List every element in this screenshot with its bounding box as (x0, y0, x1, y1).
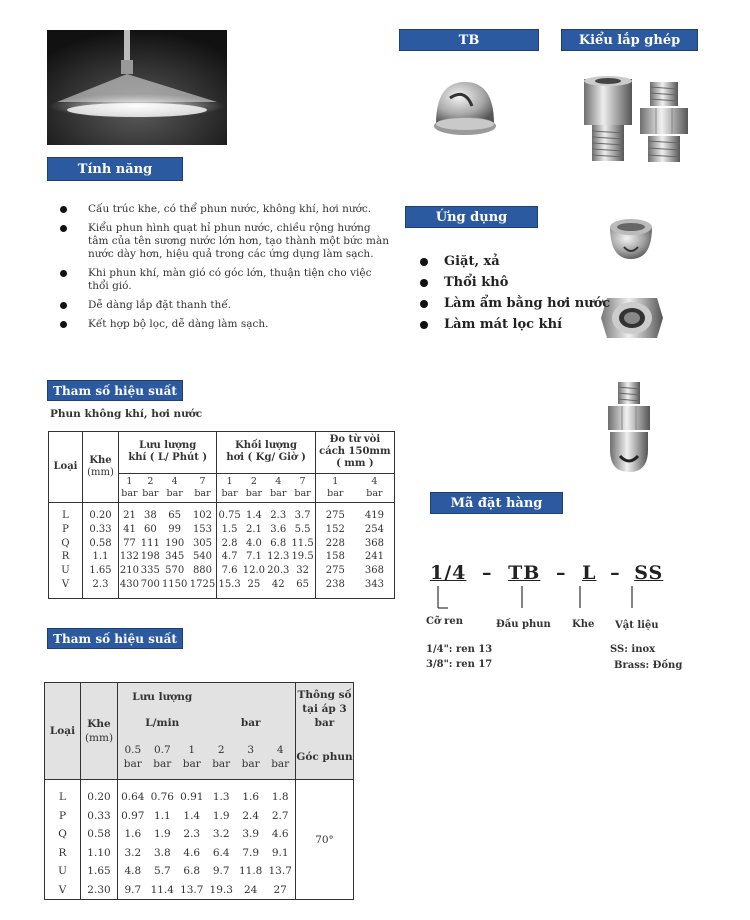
t1-cell-flow: 132 (119, 551, 139, 563)
t1-cell-flow: 540 (192, 551, 213, 563)
t2-cell-slot: 1.65 (81, 862, 118, 880)
tb-banner: TB (399, 29, 539, 51)
t1-cell-slot: 2.3 (83, 578, 119, 599)
t2-pressure-cell: 0.7 bar (148, 735, 177, 780)
application-item: Giặt, xả (420, 254, 610, 270)
t2-header-spec: Thông số tại áp 3 bar (296, 683, 354, 736)
t2-cell-type: U (58, 865, 67, 878)
t1-cell-dist: 241 (364, 551, 384, 563)
t1-pressure-cell: 4 bar (355, 473, 395, 502)
t2-cell-flow: 5.7 (153, 865, 171, 878)
t2-cell-type: L (59, 790, 66, 803)
order-code-dash: – (555, 562, 567, 584)
t1-cell-flow: 190 (165, 537, 185, 549)
table-row (49, 523, 395, 537)
t1-cell-slot: 0.33 (83, 523, 119, 537)
application-item: Thổi khô (420, 275, 610, 291)
t1-cell-flow: 99 (168, 524, 182, 536)
t2-cell-flow: 3.2 (212, 828, 230, 841)
label-slot: Khe (572, 619, 595, 630)
t1-cell-mass: 7.1 (245, 551, 262, 563)
female-adapter-image (578, 75, 638, 165)
t1-pressure-cell: 4 bar (161, 473, 189, 502)
t1-cell-mass: 3.7 (294, 510, 311, 522)
feature-item: Kiểu phun hình quạt hỉ phun nước, chiều rộng hướng tâm của tên sương nước lớn hơn, tạo thành một bức màn nước dày hơn, hiệu quả trong các ứng dụng làm sạch. (60, 222, 390, 261)
t1-cell-mass: 2.3 (270, 510, 287, 522)
t1-cell-dist: 152 (315, 523, 355, 537)
assembled-nozzle-image (600, 380, 658, 475)
t2-header-slot: Khe (mm) (81, 683, 118, 780)
t2-cell-flow: 2.4 (242, 809, 260, 822)
table-row (45, 780, 354, 807)
order-code-connectors (420, 582, 660, 612)
t1-cell-mass: 6.8 (270, 537, 287, 549)
label-nozzle-head: Đầu phun (496, 619, 551, 630)
t1-pressure-cell: 7 bar (290, 473, 315, 502)
t1-header-distance: Đo từ vòi cách 150mm ( mm ) (315, 432, 394, 474)
t1-cell-mass: 5.5 (294, 524, 311, 536)
t2-cell-type: V (58, 883, 67, 896)
t1-cell-mass: 0.75 (217, 503, 242, 524)
t1-cell-mass: 15.3 (217, 578, 242, 599)
feature-item: Kết hợp bộ lọc, dễ dàng làm sạch. (60, 318, 390, 331)
t1-cell-flow: 38 (143, 510, 157, 522)
t1-pressure-cell: 2 bar (242, 473, 266, 502)
t2-cell-slot: 0.33 (81, 807, 118, 825)
t1-cell-mass: 1.5 (217, 523, 242, 537)
table-row (49, 537, 395, 551)
t1-cell-flow: 65 (168, 510, 182, 522)
t1-header-mass: Khối lượng hơi ( Kg/ Giờ ) (217, 432, 315, 474)
application-item: Làm ẩm bằng hơi nước (420, 296, 610, 312)
t1-cell-mass: 7.6 (217, 564, 242, 578)
t2-cell-flow: 13.7 (268, 865, 292, 878)
t2-cell-flow: 1.6 (118, 825, 148, 843)
t1-cell-flow: 305 (192, 537, 213, 549)
t1-cell-mass: 3.6 (270, 524, 287, 536)
t2-cell-flow: 3.9 (242, 828, 260, 841)
t2-cell-slot: 0.20 (81, 780, 118, 807)
nozzle-cap-image (606, 213, 656, 263)
applications-banner: Ứng dụng (405, 206, 538, 228)
t2-pressure-cell: 0.5 bar (118, 735, 148, 780)
performance-banner-2: Tham số hiệu suất (47, 628, 183, 649)
t2-cell-flow: 1.9 (153, 828, 171, 841)
t2-cell-flow: 11.8 (238, 865, 263, 878)
t1-pressure-cell: 1 bar (217, 473, 242, 502)
t2-cell-flow: 4.8 (118, 862, 148, 880)
t2-cell-flow: 19.3 (209, 883, 233, 896)
t2-cell-flow: 11.4 (150, 883, 174, 896)
t1-cell-flow: 880 (192, 564, 213, 576)
t1-cell-type: L (62, 510, 69, 522)
t1-cell-flow: 430 (119, 578, 140, 599)
t2-cell-flow: 1.9 (212, 809, 230, 822)
t2-cell-flow: 1.1 (153, 809, 171, 822)
t1-cell-mass: 32 (296, 564, 309, 576)
performance-table-water (44, 682, 354, 900)
t1-cell-type: P (62, 524, 69, 536)
tb-nozzle-image (430, 76, 500, 141)
t1-cell-mass: 11.5 (291, 537, 314, 549)
t2-cell-flow: 9.7 (212, 865, 230, 878)
t1-cell-dist: 228 (315, 537, 355, 551)
t2-pressure-cell: 2 bar (206, 735, 235, 780)
t1-cell-mass: 65 (296, 578, 309, 590)
t1-cell-type: V (61, 578, 70, 590)
t1-cell-dist: 275 (315, 503, 355, 524)
t2-cell-type: P (58, 809, 67, 822)
t2-cell-flow: 1.8 (271, 790, 289, 803)
t2-cell-flow: 9.7 (118, 880, 148, 899)
t2-cell-flow: 0.64 (118, 780, 148, 807)
feature-item: Dễ dàng lắp đặt thanh thế. (60, 299, 390, 312)
t2-cell-flow: 2.3 (183, 828, 201, 841)
t1-cell-dist: 238 (315, 578, 355, 599)
t2-cell-flow: 4.6 (271, 828, 289, 841)
t1-pressure-cell: 2 bar (140, 473, 161, 502)
t1-cell-dist: 419 (364, 510, 384, 522)
table-row (49, 578, 395, 599)
t2-cell-flow: 0.76 (150, 790, 174, 803)
order-code-banner: Mã đặt hàng (430, 492, 563, 514)
t2-pressure-cell: 4 bar (265, 735, 295, 780)
t2-cell-flow: 3.8 (153, 846, 171, 859)
order-code-thread: 1/4 (430, 562, 467, 584)
t2-cell-flow: 13.7 (180, 883, 204, 896)
t1-cell-flow: 335 (140, 564, 160, 576)
t1-header-flow: Lưu lượng khí ( L/ Phút ) (119, 432, 217, 474)
performance-banner-1: Tham số hiệu suất (47, 380, 183, 401)
spray-photo (47, 30, 227, 145)
features-list (60, 203, 390, 337)
order-code-dash: – (482, 562, 493, 584)
t1-cell-dist: 158 (315, 551, 355, 565)
t1-cell-type: Q (61, 537, 70, 549)
t2-cell-type: R (58, 846, 67, 859)
feature-item: Khi phun khí, màn gió có góc lớn, thuận tiện cho việc thổi gió. (60, 267, 390, 293)
t1-cell-flow: 700 (140, 578, 160, 590)
order-code-dash: – (610, 562, 621, 584)
t1-cell-dist: 254 (364, 524, 384, 536)
t1-cell-dist: 275 (315, 564, 355, 578)
t2-header-type: Loại (45, 683, 81, 780)
t2-cell-flow: 3.2 (118, 844, 148, 862)
t1-pressure-cell: 1 bar (119, 473, 140, 502)
t1-pressure-cell: 7 bar (189, 473, 217, 502)
t1-cell-mass: 25 (247, 578, 261, 590)
order-code (430, 562, 663, 584)
t2-body (45, 780, 354, 900)
t1-pressure-cell: 1 bar (315, 473, 355, 502)
t2-header-angle: Góc phun (296, 735, 354, 780)
t1-cell-dist: 343 (364, 578, 384, 590)
t2-cell-slot: 2.30 (81, 880, 118, 899)
t2-cell-flow: 1.6 (242, 790, 260, 803)
t1-cell-mass: 1.4 (245, 510, 262, 522)
t2-header-bar: bar (206, 710, 295, 735)
t1-header-type: Loại (49, 432, 83, 503)
t1-header-slot: Khe (mm) (83, 432, 119, 503)
order-code-material: SS (634, 562, 664, 584)
t1-cell-flow: 210 (119, 564, 139, 576)
male-adapter-image (636, 78, 692, 164)
t2-cell-flow: 27 (273, 883, 287, 896)
t1-cell-type: U (61, 564, 70, 576)
t1-cell-mass: 4.7 (217, 551, 242, 565)
thread-option-1: 1/4": ren 13 (426, 644, 493, 655)
t2-header-flow-unit: L/min (118, 710, 207, 735)
t2-cell-flow: 24 (243, 883, 258, 896)
t1-cell-slot: 1.65 (83, 564, 119, 578)
order-code-head: TB (508, 562, 541, 584)
t1-cell-flow: 570 (165, 564, 185, 576)
t1-cell-flow: 77 (119, 537, 140, 551)
t1-cell-flow: 1725 (189, 578, 216, 590)
mounting-banner: Kiểu lắp ghép (561, 29, 698, 51)
table1-subtitle: Phun không khí, hơi nước (50, 408, 203, 420)
t2-pressure-cell: 3 bar (236, 735, 265, 780)
t1-cell-mass: 2.1 (245, 524, 262, 536)
t1-cell-flow: 153 (192, 524, 213, 536)
table-row (49, 564, 395, 578)
t1-cell-slot: 0.58 (83, 537, 119, 551)
t1-cell-slot: 1.1 (83, 551, 119, 565)
table-row (49, 503, 395, 524)
t2-header-flow: Lưu lượng (118, 683, 207, 711)
t1-body (49, 503, 395, 599)
t2-cell-flow: 1.4 (183, 809, 201, 822)
t2-pressure-cell: 1 bar (177, 735, 206, 780)
t2-cell-flow: 1.3 (212, 790, 230, 803)
label-material: Vật liệu (615, 620, 659, 631)
t2-cell-flow: 6.8 (183, 865, 201, 878)
t2-cell-slot: 0.58 (81, 825, 118, 843)
t2-cell-flow: 9.1 (271, 846, 289, 859)
t1-cell-dist: 368 (364, 537, 384, 549)
material-option-1: SS: inox (610, 644, 656, 655)
t1-cell-mass: 12.3 (267, 551, 290, 563)
t1-cell-slot: 0.20 (83, 503, 119, 524)
t1-cell-flow: 60 (143, 524, 157, 536)
label-thread-size: Cỡ ren (426, 616, 464, 627)
t2-cell-flow: 0.91 (180, 790, 204, 803)
t2-cell-type: Q (58, 828, 67, 841)
order-code-slot: L (582, 562, 597, 584)
table-row (49, 551, 395, 565)
t1-cell-mass: 20.3 (267, 564, 290, 576)
t1-cell-flow: 198 (140, 551, 160, 563)
t1-cell-type: R (61, 551, 70, 563)
t1-cell-flow: 111 (140, 537, 160, 549)
t2-cell-flow: 4.6 (183, 846, 201, 859)
t1-cell-flow: 41 (119, 523, 140, 537)
application-item: Làm mát lọc khí (420, 317, 610, 333)
t1-cell-mass: 4.0 (245, 537, 262, 549)
t1-cell-mass: 42 (271, 578, 285, 590)
feature-item: Cấu trúc khe, có thể phun nước, không khí, hơi nước. (60, 203, 390, 216)
applications-list (420, 254, 610, 338)
t1-cell-dist: 368 (364, 564, 384, 576)
t1-cell-flow: 102 (192, 510, 213, 522)
t2-cell-flow: 6.4 (212, 846, 230, 859)
thread-option-2: 3/8": ren 17 (426, 659, 493, 670)
t1-cell-mass: 19.5 (291, 551, 314, 563)
t2-cell-flow: 7.9 (242, 846, 260, 859)
performance-table-air-steam (48, 431, 395, 599)
t2-cell-spray-angle: 70° (296, 780, 354, 900)
t1-cell-mass: 12.0 (242, 564, 266, 576)
t2-cell-flow: 0.97 (118, 807, 148, 825)
material-option-2: Brass: Đồng (614, 660, 683, 671)
t1-cell-mass: 2.8 (217, 537, 242, 551)
t1-cell-flow: 1150 (161, 578, 188, 590)
t2-cell-flow: 2.7 (271, 809, 289, 822)
features-banner: Tính năng (47, 157, 183, 181)
t1-pressure-cell: 4 bar (266, 473, 290, 502)
t1-cell-flow: 345 (165, 551, 185, 563)
t1-cell-flow: 21 (119, 503, 140, 524)
t2-cell-slot: 1.10 (81, 844, 118, 862)
